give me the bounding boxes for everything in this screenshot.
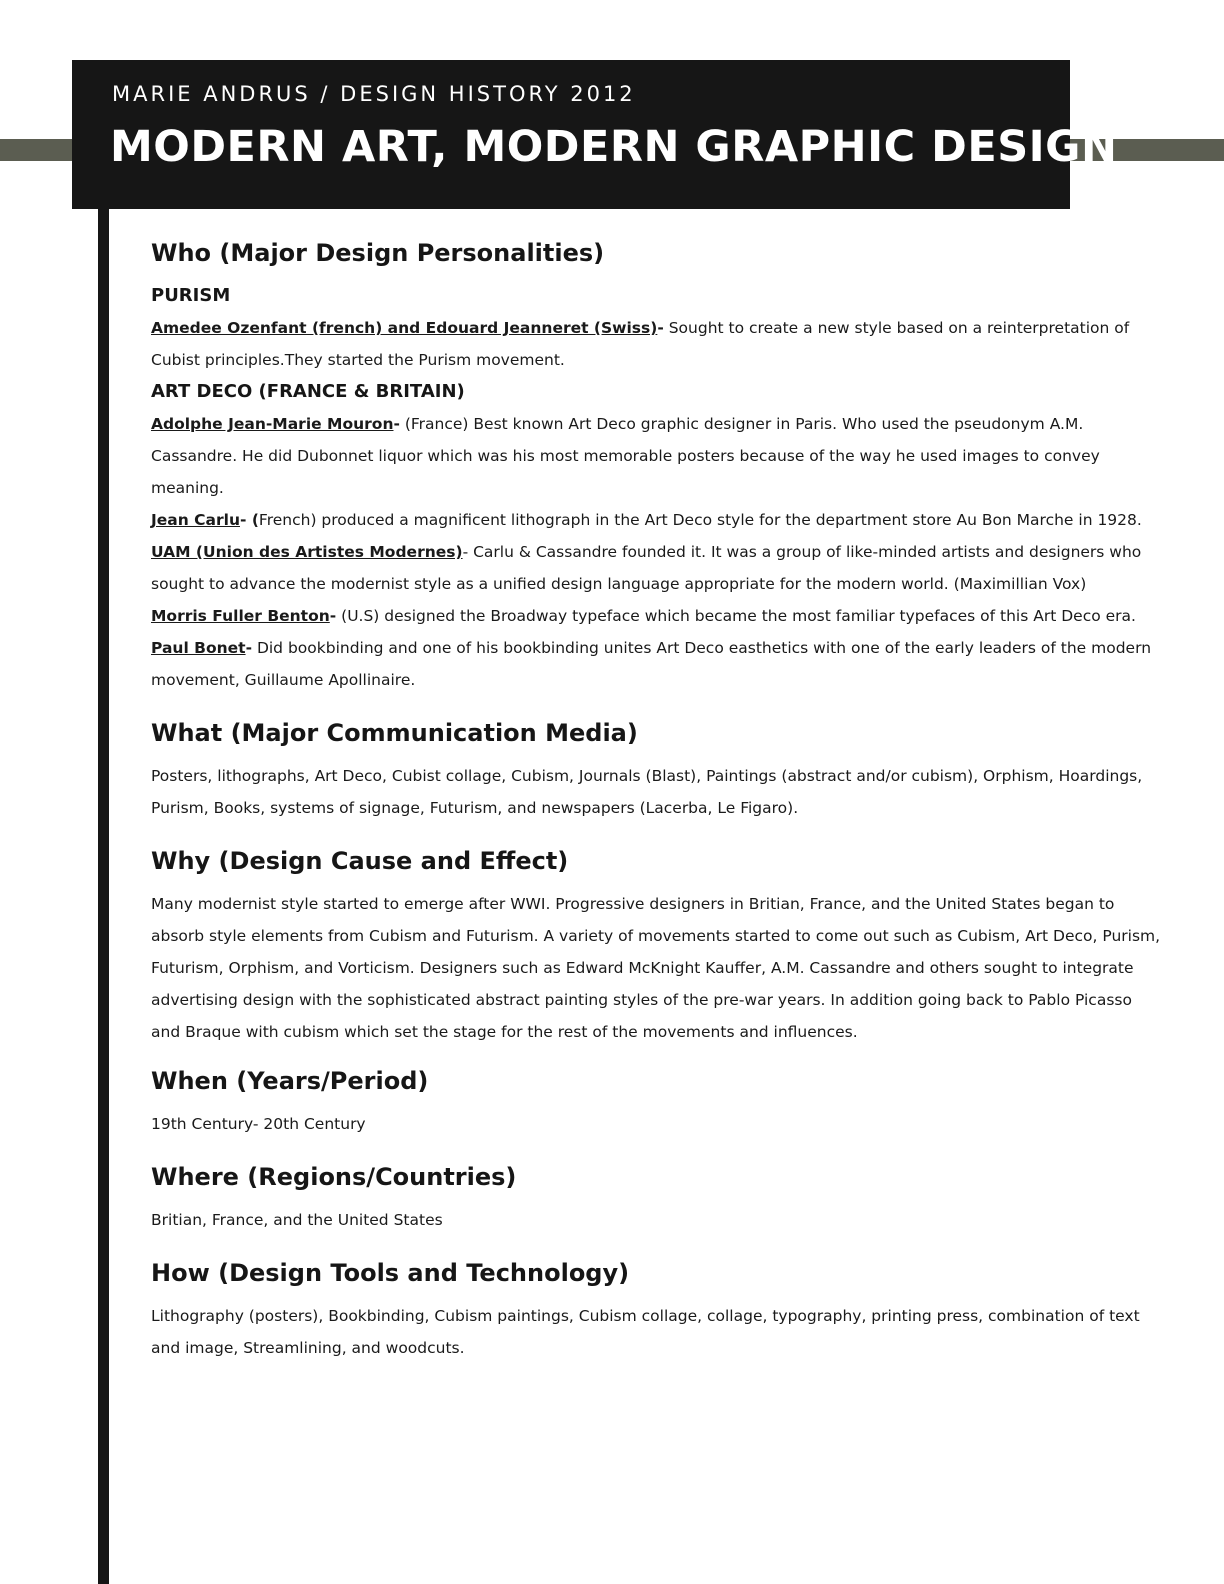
page-title: MODERN ART, MODERN GRAPHIC DESIGN bbox=[110, 122, 1118, 172]
why-heading: Why (Design Cause and Effect) bbox=[151, 847, 569, 875]
when-text: 19th Century- 20th Century bbox=[151, 1115, 366, 1133]
entry-uam bbox=[151, 536, 1161, 600]
how-text: Lithography (posters), Bookbinding, Cubism paintings, Cubism collage, collage, typography, printing press, combination of text and image, Streamlining, and woodcuts. bbox=[151, 1307, 1140, 1357]
entry-name: Paul Bonet bbox=[151, 639, 246, 657]
where-section bbox=[151, 1156, 1161, 1236]
entry-text: (U.S) designed the Broadway typeface which became the most familiar typefaces of this Art Deco era. bbox=[336, 607, 1136, 625]
where-heading: Where (Regions/Countries) bbox=[151, 1163, 517, 1191]
how-section bbox=[151, 1252, 1161, 1364]
artdeco-label: ART DECO (FRANCE & BRITAIN) bbox=[151, 381, 465, 402]
main-content bbox=[151, 232, 1161, 1364]
entry-carlu: Jean Carlu- (French) produced a magnificent lithograph in the Art Deco style for the department store Au Bon Marche in 1928. bbox=[151, 511, 1142, 529]
why-text: Many modernist style started to emerge after WWI. Progressive designers in Britian, France, and the United States began to absorb style elements from Cubism and Futurism. A variety of movements started to come out such as Cubism, Art Deco, Purism, Futurism, Orphism, and Vorticism. Designers such as Edward McKnight Kauffer, A.M. Cassandre and others sought to integrate advertising design with the sophisticated abstract painting styles of the pre-war years. In addition going back to Pablo Picasso and Braque with cubism which set the stage for the rest of the movements and influences. bbox=[151, 895, 1161, 1041]
entry-name: Amedee Ozenfant (french) and Edouard Jeanneret (Swiss) bbox=[151, 319, 658, 337]
what-heading: What (Major Communication Media) bbox=[151, 719, 638, 747]
header-banner bbox=[72, 60, 1118, 209]
who-heading: Who (Major Design Personalities) bbox=[151, 239, 605, 267]
entry-text: - Carlu & Cassandre founded it. It was a group of like-minded artists and designers who sought to advance the modernist style as a unified design language appropriate for the modern world. (Maximillian Vox) bbox=[151, 543, 1142, 593]
where-text: Britian, France, and the United States bbox=[151, 1211, 443, 1229]
when-heading: When (Years/Period) bbox=[151, 1067, 429, 1095]
entry-text: French) produced a magnificent lithograph in the Art Deco style for the department store Au Bon Marche in 1928. bbox=[258, 511, 1142, 529]
who-section bbox=[151, 232, 1161, 696]
what-section bbox=[151, 712, 1161, 824]
when-section bbox=[151, 1060, 1161, 1140]
entry-bonet: Paul Bonet- Did bookbinding and one of his bookbinding unites Art Deco easthetics with one of the early leaders of the modern movement, Guillaume Apollinaire. bbox=[151, 639, 1152, 689]
entry-text: Did bookbinding and one of his bookbinding unites Art Deco easthetics with one of the early leaders of the modern movement, Guillaume Apollinaire. bbox=[151, 639, 1152, 689]
how-heading: How (Design Tools and Technology) bbox=[151, 1259, 630, 1287]
entry-ozenfant-jeanneret: Amedee Ozenfant (french) and Edouard Jeanneret (Swiss)- Sought to create a new style based on a reinterpretation of Cubist principles.They started the Purism movement. bbox=[151, 319, 1130, 369]
vertical-rule bbox=[98, 209, 109, 1584]
entry-text: Sought to create a new style based on a reinterpretation of Cubist principles.They started the Purism movement. bbox=[151, 319, 1130, 369]
entry-text: (France) Best known Art Deco graphic designer in Paris. Who used the pseudonym A.M. Cassandre. He did Dubonnet liquor which was his most memorable posters because of the way he used images to convey meaning. bbox=[151, 415, 1100, 497]
entry-mouron: Adolphe Jean-Marie Mouron- (France) Best known Art Deco graphic designer in Paris. Who used the pseudonym A.M. Cassandre. He did Dubonnet liquor which was his most memorable posters because of the way he used images to convey meaning. bbox=[151, 415, 1100, 497]
author-line: MARIE ANDRUS / DESIGN HISTORY 2012 bbox=[112, 82, 636, 106]
entry-benton: Morris Fuller Benton- (U.S) designed the Broadway typeface which became the most familiar typefaces of this Art Deco era. bbox=[151, 607, 1136, 625]
entry-name: Morris Fuller Benton bbox=[151, 607, 330, 625]
entry-name: Adolphe Jean-Marie Mouron bbox=[151, 415, 394, 433]
why-section bbox=[151, 840, 1161, 1048]
entry-name: UAM (Union des Artistes Modernes) bbox=[151, 543, 463, 561]
purism-label: PURISM bbox=[151, 285, 231, 306]
what-text: Posters, lithographs, Art Deco, Cubist collage, Cubism, Journals (Blast), Paintings (abstract and/or cubism), Orphism, Hoardings, Purism, Books, systems of signage, Futurism, and newspapers (Lacerba, Le Figaro). bbox=[151, 767, 1143, 817]
entry-name: Jean Carlu bbox=[151, 511, 240, 529]
